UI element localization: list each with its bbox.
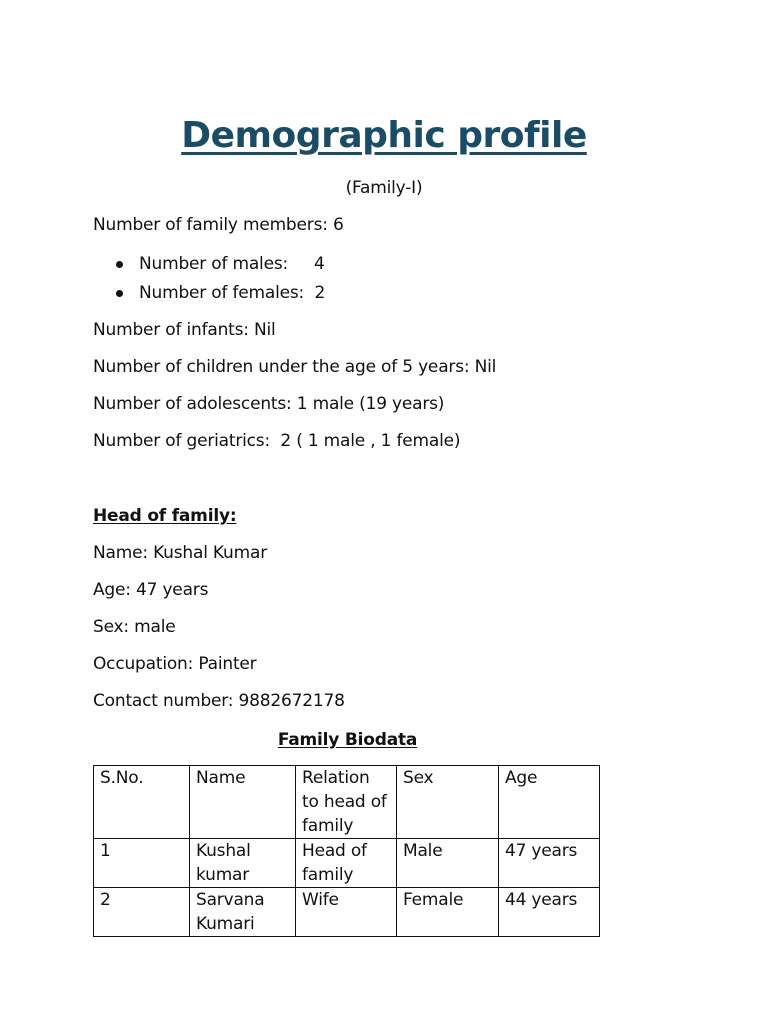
- infants-count: Number of infants: Nil: [93, 320, 276, 340]
- header-cell-relation: Relation to head of family: [296, 766, 397, 839]
- head-contact-number: Contact number: 9882672178: [93, 691, 345, 711]
- family-biodata-table: [93, 765, 600, 937]
- header-cell-sno: S.No.: [94, 766, 190, 839]
- family-subtitle: (Family-I): [345, 178, 423, 198]
- table-cell: Sarvana Kumari: [190, 888, 296, 937]
- table-row: [94, 888, 600, 937]
- head-age: Age: 47 years: [93, 580, 209, 600]
- header-cell-name: Name: [190, 766, 296, 839]
- head-of-family-heading: Head of family:: [93, 506, 237, 526]
- head-name: Name: Kushal Kumar: [93, 543, 267, 563]
- table-cell: 44 years: [499, 888, 600, 937]
- children-under-5-count: Number of children under the age of 5 years: Nil: [93, 357, 497, 377]
- adolescents-count: Number of adolescents: 1 male (19 years): [93, 394, 445, 414]
- bullet-icon: [116, 290, 123, 297]
- header-cell-age: Age: [499, 766, 600, 839]
- table-cell: Head of family: [296, 839, 397, 888]
- males-count: Number of males: 4: [139, 254, 325, 274]
- family-biodata-caption: Family Biodata: [277, 730, 418, 750]
- page-title: Demographic profile: [181, 115, 587, 156]
- table-cell: Female: [397, 888, 499, 937]
- table-row: [94, 839, 600, 888]
- females-count: Number of females: 2: [139, 283, 326, 303]
- geriatrics-count: Number of geriatrics: 2 ( 1 male , 1 female): [93, 431, 461, 451]
- family-members-count: Number of family members: 6: [93, 215, 344, 235]
- table-cell: 47 years: [499, 839, 600, 888]
- table-cell: Male: [397, 839, 499, 888]
- table-cell: 2: [94, 888, 190, 937]
- bullet-icon: [116, 261, 123, 268]
- head-occupation: Occupation: Painter: [93, 654, 257, 674]
- header-cell-sex: Sex: [397, 766, 499, 839]
- table-cell: Wife: [296, 888, 397, 937]
- table-header-row: [94, 766, 600, 839]
- table-cell: 1: [94, 839, 190, 888]
- head-sex: Sex: male: [93, 617, 176, 637]
- table-cell: Kushal kumar: [190, 839, 296, 888]
